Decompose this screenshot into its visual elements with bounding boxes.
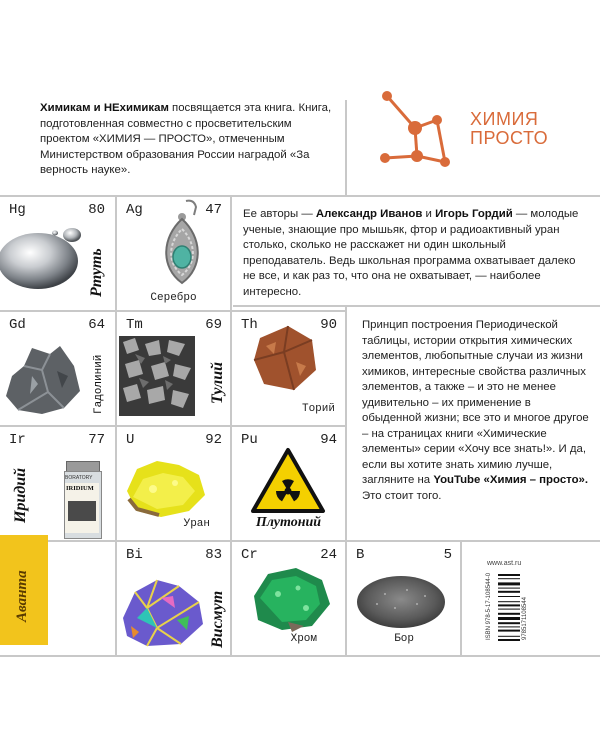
element-name: Гадолиний [93, 354, 105, 414]
element-symbol: U [126, 432, 135, 448]
element-symbol: Hg [9, 202, 26, 218]
element-number: 92 [205, 432, 222, 448]
logo-line2: ПРОСТО [470, 128, 549, 148]
element-symbol: Bi [126, 547, 143, 563]
boron-powder-image [355, 574, 447, 630]
element-symbol: Ir [9, 432, 26, 448]
element-th [232, 312, 345, 425]
molecule-icon [375, 88, 475, 173]
iridium-vial-image [60, 461, 104, 537]
element-name: Торий [301, 403, 335, 415]
silver-earring-image [142, 197, 217, 289]
element-name: Серебро [150, 292, 197, 304]
element-symbol: Tm [126, 317, 143, 333]
element-symbol: Cr [241, 547, 258, 563]
element-gd [0, 312, 113, 425]
element-number: 5 [443, 547, 452, 563]
uranium-mineral-image [123, 451, 209, 521]
intro-text [40, 101, 340, 179]
bismuth-crystal-image [117, 568, 209, 650]
element-symbol: Pu [241, 432, 258, 448]
element-bi [117, 542, 230, 655]
element-number: 47 [205, 202, 222, 218]
isbn-text: ISBN 978-5-17-108544-0 [486, 572, 492, 640]
element-number: 64 [88, 317, 105, 333]
element-pu [232, 427, 345, 540]
publisher-imprint: Аванта [14, 570, 30, 622]
barcode-digits: 9785171108544 [522, 597, 528, 640]
barcode-icon [496, 572, 522, 644]
element-u [117, 427, 230, 540]
element-symbol: Ag [126, 202, 143, 218]
element-b [347, 542, 460, 655]
grid-line [460, 540, 462, 655]
element-name: Плутоний [255, 515, 322, 530]
authors-text: Ее авторы — Александр Иванов и Игорь Гордий — молодые ученые, знающие про мышьяк, фтор и радиоактивный уран столько, сколько не расскажет ни один школьный преподаватель. Ведь школьная программа охватывает далеко не все, и как раз то, что она не охватывает, — наиболее интересно. [243, 208, 579, 298]
element-number: 94 [320, 432, 337, 448]
element-symbol: B [356, 547, 365, 563]
element-ag [117, 197, 230, 310]
element-number: 90 [320, 317, 337, 333]
element-hg [0, 197, 113, 310]
gadolinium-rock-image [2, 336, 84, 416]
logo-line1: ХИМИЯ [470, 109, 539, 129]
element-number: 24 [320, 547, 337, 563]
element-number: 77 [88, 432, 105, 448]
element-name: Хром [290, 633, 317, 645]
principle-text: Принцип построения Периодической таблицы, истории открытия химических элементов, любопытные случаи из жизни химиков, интересные свойства различных элементов, а также – и это не менее удивительно – их применение в обыденной жизни; все это и многое другое – на страницах книги «Химические элементы» серии «Хочу все знать!». И да, если вы хотите знать химию лучше, загляните на YouTube «Химия – просто». Это стоит того. [362, 319, 589, 502]
element-tm [117, 312, 230, 425]
element-name: Бор [394, 633, 414, 645]
grid-line [233, 305, 600, 307]
element-name: Ртуть [88, 248, 105, 297]
grid-line [0, 655, 600, 657]
radiation-icon [250, 447, 326, 515]
publisher-url: www.ast.ru [487, 560, 522, 567]
intro-rest: посвящается эта книга. Книга, подготовленная совместно с просветительским проектом «ХИМИЯ — ПРОСТО», отмеченным Министерством образования России наградой «За верность науке». [40, 102, 332, 176]
element-number: 69 [205, 317, 222, 333]
thulium-crystals-image [119, 336, 195, 416]
intro-bold: Химикам и НЕхимикам [40, 102, 169, 114]
element-name: Уран [183, 518, 210, 530]
element-number: 80 [88, 202, 105, 218]
chromium-mineral-image [248, 564, 332, 634]
element-cr [232, 542, 345, 655]
author-ivanov: Александр Иванов [315, 208, 423, 220]
element-symbol: Th [241, 317, 258, 333]
grid-line [345, 100, 347, 195]
element-symbol: Gd [9, 317, 26, 333]
author-gordiy: Игорь Гордий [435, 208, 513, 220]
element-number: 83 [205, 547, 222, 563]
vial-label: IRIDIUM [66, 485, 94, 492]
mercury-drop-image [0, 219, 90, 299]
element-name: Висмут [209, 590, 226, 648]
vial-top-label: BORATORY [65, 475, 93, 481]
element-name: Иридий [12, 467, 29, 523]
element-name: Тулий [209, 361, 226, 404]
youtube-link: YouTube «Химия – просто». [433, 474, 589, 486]
element-ir [0, 427, 113, 540]
thorium-mineral-image [250, 322, 320, 394]
